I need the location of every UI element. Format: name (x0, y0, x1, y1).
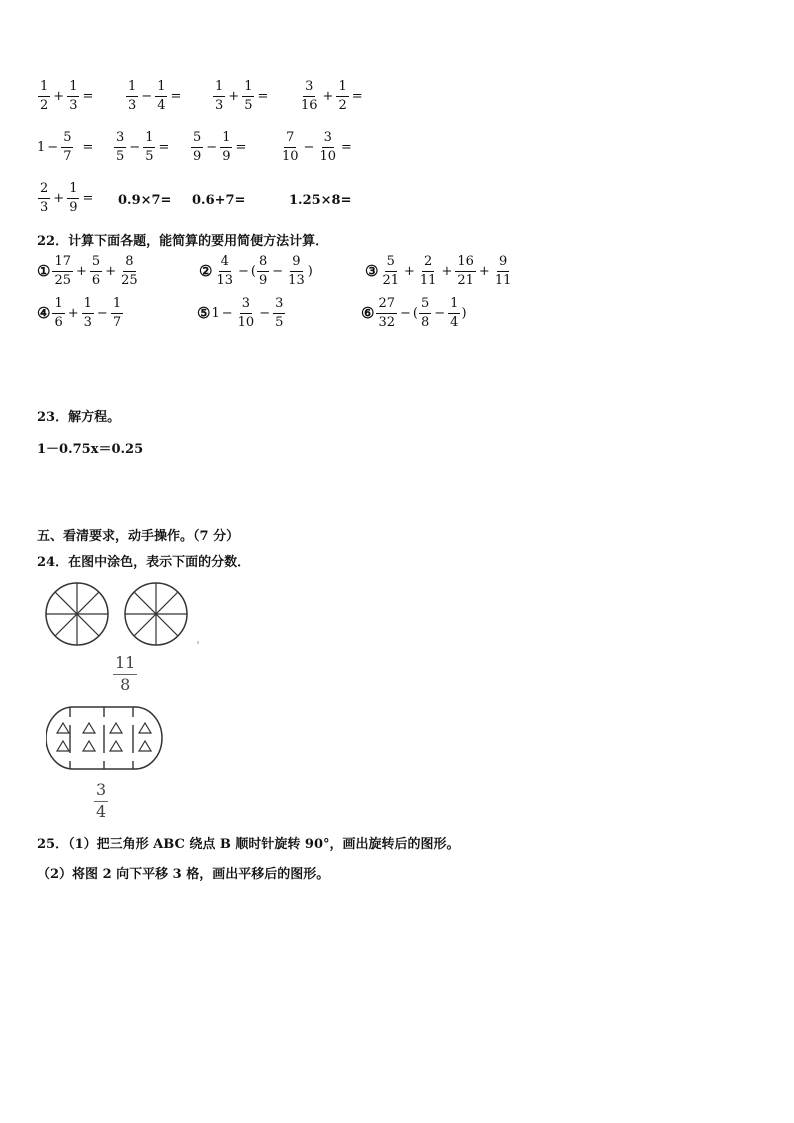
section5-title: 五、看清要求，动手操作。（7 分） (37, 529, 240, 544)
q22-problem-6: ⑥ $\frac{27}{32}$ − ( $\frac{5}{8}$ − $\frac{1}{4}$ ) (361, 296, 467, 330)
oral-calc-12: 1.25×8= (289, 193, 352, 208)
oral-calc-1: $\frac{1}{2}$ + $\frac{1}{3}$ = (40, 79, 94, 113)
oral-calc-2: $\frac{1}{3}$ − $\frac{1}{4}$ = (128, 79, 182, 113)
q25-line-2: （2）将图 2 向下平移 3 格，画出平移后的图形。 (37, 867, 330, 882)
q23-title: 23．解方程。 (37, 410, 121, 425)
triangle-shape (57, 741, 69, 751)
triangle-group-figure (46, 704, 164, 774)
q22-problem-3: ③ $\frac{5}{21}$ + $\frac{2}{11}$ + $\frac{16}{21}$ + $\frac{9}{11}$ (365, 254, 512, 288)
fraction-label-3-4: $\frac{3}{4}$ (96, 780, 107, 821)
triangle-shape (139, 723, 151, 733)
circle-eighths-2[interactable] (125, 583, 187, 645)
oral-calc-8: $\frac{7}{10}$ − $\frac{3}{10}$ = (282, 130, 352, 164)
q22-problem-4: ④ $\frac{1}{6}$ + $\frac{1}{3}$ − $\frac{1}{7}$ (37, 296, 122, 330)
q22-problem-2: ② $\frac{4}{13}$ − ( $\frac{8}{9}$ − $\frac{9}{13}$ ) (199, 254, 313, 288)
triangle-shape (57, 723, 69, 733)
triangle-shape (83, 723, 95, 733)
oral-calc-9: $\frac{2}{3}$ + $\frac{1}{9}$ = (40, 181, 94, 215)
oral-calc-11: 0.6+7= (192, 193, 246, 208)
oral-calc-10: 0.9×7= (118, 193, 172, 208)
q24-title: 24．在图中涂色，表示下面的分数． (37, 555, 251, 570)
q23-equation: 1－0.75x＝0.25 (37, 442, 144, 457)
oral-calc-7: $\frac{5}{9}$ − $\frac{1}{9}$ = (193, 130, 247, 164)
q22-problem-1: ① $\frac{17}{25}$ + $\frac{5}{6}$ + $\frac{8}{25}$ (37, 254, 138, 288)
q22-problem-5: ⑤ 1 − $\frac{3}{10}$ − $\frac{3}{5}$ (197, 296, 284, 330)
circle-eighths-1[interactable] (46, 583, 108, 645)
eighth-circles-figure (40, 580, 205, 650)
oral-calc-3: $\frac{1}{3}$ + $\frac{1}{5}$ = (215, 79, 269, 113)
triangle-shape (110, 741, 122, 751)
oral-calc-4: $\frac{3}{16}$ + $\frac{1}{2}$ = (301, 79, 363, 113)
fraction-label-11-8: $\frac{11}{8}$ (115, 653, 136, 694)
q25-line-1: 25．（1）把三角形 ABC 绕点 B 顺时针旋转 90°，画出旋转后的图形。 (37, 837, 460, 852)
oral-calc-5: 1 − $\frac{5}{7}$ = (37, 130, 94, 164)
q22-title: 22．计算下面各题，能简算的要用简便方法计算． (37, 234, 329, 249)
oral-calc-6: $\frac{3}{5}$ − $\frac{1}{5}$ = (116, 130, 170, 164)
triangle-shape (110, 723, 122, 733)
triangle-shape (83, 741, 95, 751)
triangle-shape (139, 741, 151, 751)
